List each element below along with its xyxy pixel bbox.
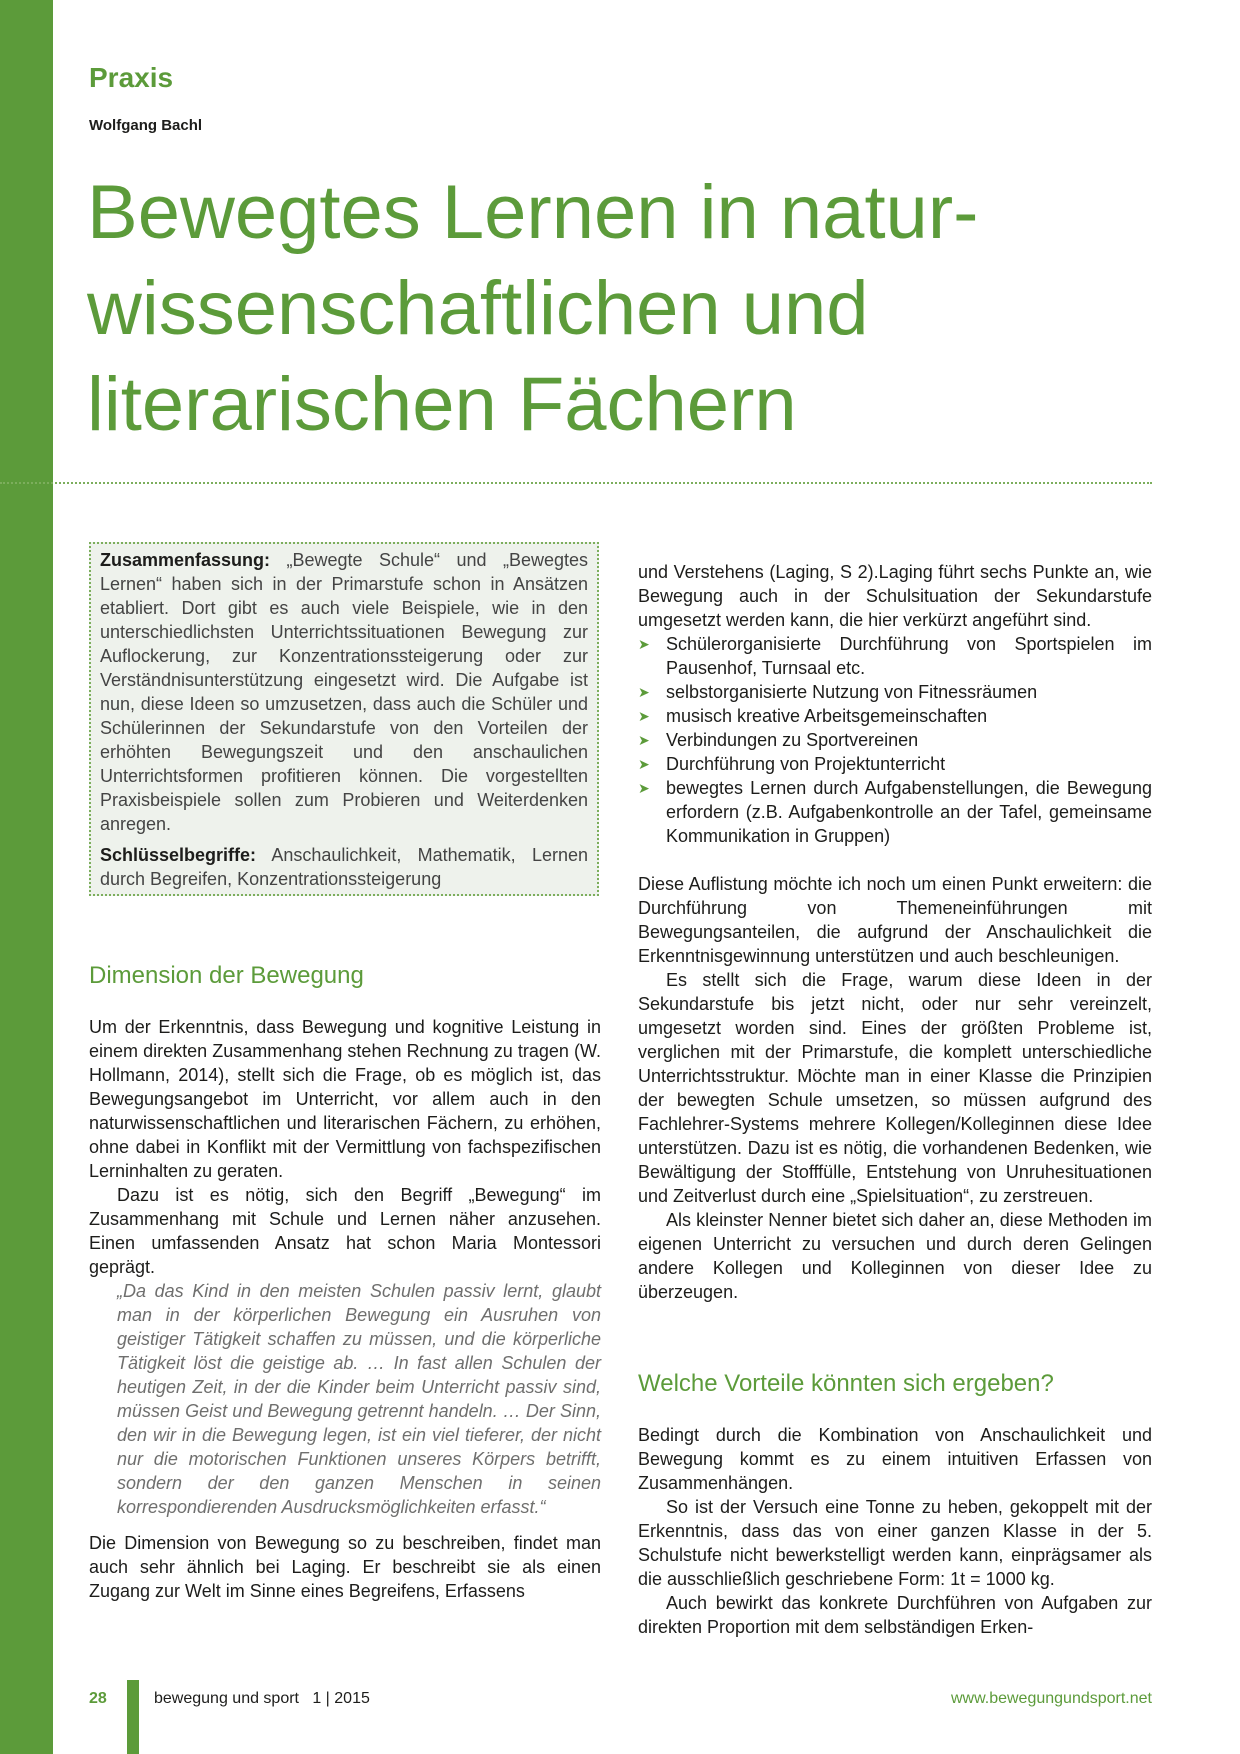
left-paragraph-3: Die Dimension von Bewegung so zu beschreiben, findet man auch sehr ähnlich bei Laging. Er beschreibt sie als einen Zugang zur Welt im Sinne eines Begreifens, Erfassens [89, 1533, 601, 1601]
website-link[interactable]: www.bewegungundsport.net [950, 1690, 1152, 1707]
right-paragraph-5: Bedingt durch die Kombination von Anschaulichkeit und Bewegung kommt es zu einem intuitiven Erfassen von Zusammenhängen. [638, 1425, 1152, 1493]
list-item: ➤ selbstorganisierte Nutzung von Fitnessräumen [638, 682, 1038, 702]
laging-points-list [638, 632, 1152, 848]
arrow-bullet-icon: ➤ [638, 780, 650, 796]
arrow-bullet-icon: ➤ [638, 732, 650, 748]
left-column-body [89, 1015, 601, 1603]
title-line-1: Bewegtes Lernen in natur- [87, 170, 979, 255]
abstract-keywords [100, 843, 588, 891]
keywords-text: Anschaulichkeit, Mathematik, Lernen durch Begreifen, Konzentrationssteigerung [100, 845, 588, 889]
summary-text: „Bewegte Schule“ und „Bewegtes Lernen“ haben sich in der Primarstufe schon in Ansätzen etabliert. Dort gibt es auch viele Beispiele, wie in den unterschiedlichsten Unterrichtssituationen Bewegung zur Auflockerung, zur Konzentrationssteigerung oder zur Verständnisunterstützung eingesetzt wird. Die Aufgabe ist nun, diese Ideen so umzusetzen, dass auch die Schüler und Schülerinnen der Sekundarstufe von den Vorteilen der erhöhten Bewegungszeit und den anschaulichen Unterrichtsformen profitieren können. Die vorgestellten Praxisbeispiele sollen zum Probieren und Weiterdenken anregen. [100, 550, 588, 834]
right-paragraph-2: Diese Auflistung möchte ich noch um einen Punkt erweitern: die Durchführung von Themeneinführungen mit Bewegungsanteilen, die aufgrund der Anschaulichkeit die Erkenntnisgewinnung unterstützen und auch beschleunigen. [638, 874, 1152, 966]
left-paragraph-1: Um der Erkenntnis, dass Bewegung und kognitive Leistung in einem direkten Zusammenhang stehen Rechnung zu tragen (W. Hollmann, 2014), stellt sich die Frage, ob es möglich ist, das Bewegungsangebot im Unterricht, vor allem auch in den naturwissenschaftlichen und literarischen Fächern, zu erhöhen, ohne dabei in Konflikt mit der Vermittlung von fachspezifischen Lerninhalten zu geraten. [89, 1017, 601, 1181]
right-column-body-2 [638, 1423, 1152, 1639]
footer-accent-bar [127, 1680, 139, 1754]
list-item: ➤ bewegtes Lernen durch Aufgabenstellungen, die Bewegung erfordern (z.B. Aufgabenkontrolle an der Tafel, gemeinsame Kommunikation in Gruppen) [638, 778, 1152, 846]
arrow-bullet-icon: ➤ [638, 684, 650, 700]
left-paragraph-2: Dazu ist es nötig, sich den Begriff „Bewegung“ im Zusammenhang mit Schule und Lernen näher anzusehen. Einen umfassenden Ansatz hat schon Maria Montessori geprägt. [89, 1185, 601, 1277]
page-number: 28 [89, 1690, 107, 1707]
title-divider [0, 482, 1152, 484]
right-column-body [638, 560, 1152, 1304]
right-paragraph-7: Auch bewirkt das konkrete Durchführen von Aufgaben zur direkten Proportion mit dem selbständigen Erken- [638, 1593, 1152, 1637]
heading-vorteile: Welche Vorteile könnten sich ergeben? [638, 1370, 1054, 1397]
arrow-bullet-icon: ➤ [638, 708, 650, 724]
title-line-2: wissenschaftlichen und [87, 266, 869, 351]
abstract-box [89, 542, 599, 896]
list-item: ➤ Verbindungen zu Sportvereinen [638, 730, 919, 750]
arrow-bullet-icon: ➤ [638, 636, 650, 652]
list-item: ➤ musisch kreative Arbeitsgemeinschaften [638, 706, 988, 726]
montessori-quote: „Da das Kind in den meisten Schulen passiv lernt, glaubt man in der körperlichen Bewegung ein Ausruhen von geistiger Tätigkeit schaffen zu müssen, und die körperliche Tätigkeit löst die geistige ab. … In fast allen Schulen der heutigen Zeit, in der die Kinder beim Unterricht passiv sind, müssen Geist und Bewegung getrennt handeln. … Der Sinn, den wir in die Bewegung legen, ist ein viel tieferer, der nicht nur die motorischen Funktionen unseres Körpers betrifft, sondern der den ganzen Menschen in seinen korrespondierenden Ausdrucksmöglichkeiten erfasst.“ [117, 1281, 601, 1517]
section-label: Praxis [89, 62, 174, 93]
right-paragraph-6: So ist der Versuch eine Tonne zu heben, gekoppelt mit der Erkenntnis, dass das von einer ganzen Klasse in der 5. Schulstufe nicht bewerkstelligt werden kann, einprägsamer als die ausschließlich geschriebene Form: 1t = 1000 kg. [638, 1497, 1152, 1589]
heading-dimension: Dimension der Bewegung [89, 962, 364, 989]
summary-label: Zusammenfassung: [100, 550, 271, 570]
right-paragraph-4: Als kleinster Nenner bietet sich daher an, diese Methoden im eigenen Unterricht zu versuchen und durch deren Gelingen andere Kollegen und Kolleginnen von dieser Idee zu überzeugen. [638, 1210, 1152, 1302]
article-title [87, 165, 1207, 453]
list-item: ➤ Schülerorganisierte Durchführung von Sportspielen im Pausenhof, Turnsaal etc. [638, 634, 1152, 678]
author-name: Wolfgang Bachl [89, 117, 203, 134]
abstract-summary [100, 548, 588, 836]
right-paragraph-3: Es stellt sich die Frage, warum diese Ideen in der Sekundarstufe bis jetzt nicht, oder nur sehr vereinzelt, umgesetzt worden sind. Eines der größten Probleme ist, verglichen mit der Primarstufe, die komplett unterschiedliche Unterrichtsstruktur. Möchte man in einer Klasse die Prinzipien der bewegten Schule umsetzen, so müssen aufgrund des Fachlehrer-Systems mehrere Kollegen/Kolleginnen diese Idee unterstützen. Dazu ist es nötig, die vorhandenen Bedenken, wie Bewältigung der Stofffülle, Entstehung von Unruhesituationen und Zeitverlust durch eine „Spielsituation“, zu zerstreuen. [638, 970, 1152, 1206]
magazine-issue: bewegung und sport 1 | 2015 [154, 1690, 370, 1707]
right-paragraph-1: und Verstehens (Laging, S 2).Laging führt sechs Punkte an, wie Bewegung auch in der Schulsituation der Sekundarstufe umgesetzt werden kann, die hier verkürzt angeführt sind. [638, 562, 1152, 630]
keywords-label: Schlüsselbegriffe: [100, 845, 257, 865]
list-item: ➤ Durchführung von Projektunterricht [638, 754, 946, 774]
left-accent-bar [0, 0, 53, 1754]
title-line-3: literarischen Fächern [87, 362, 797, 447]
arrow-bullet-icon: ➤ [638, 756, 650, 772]
